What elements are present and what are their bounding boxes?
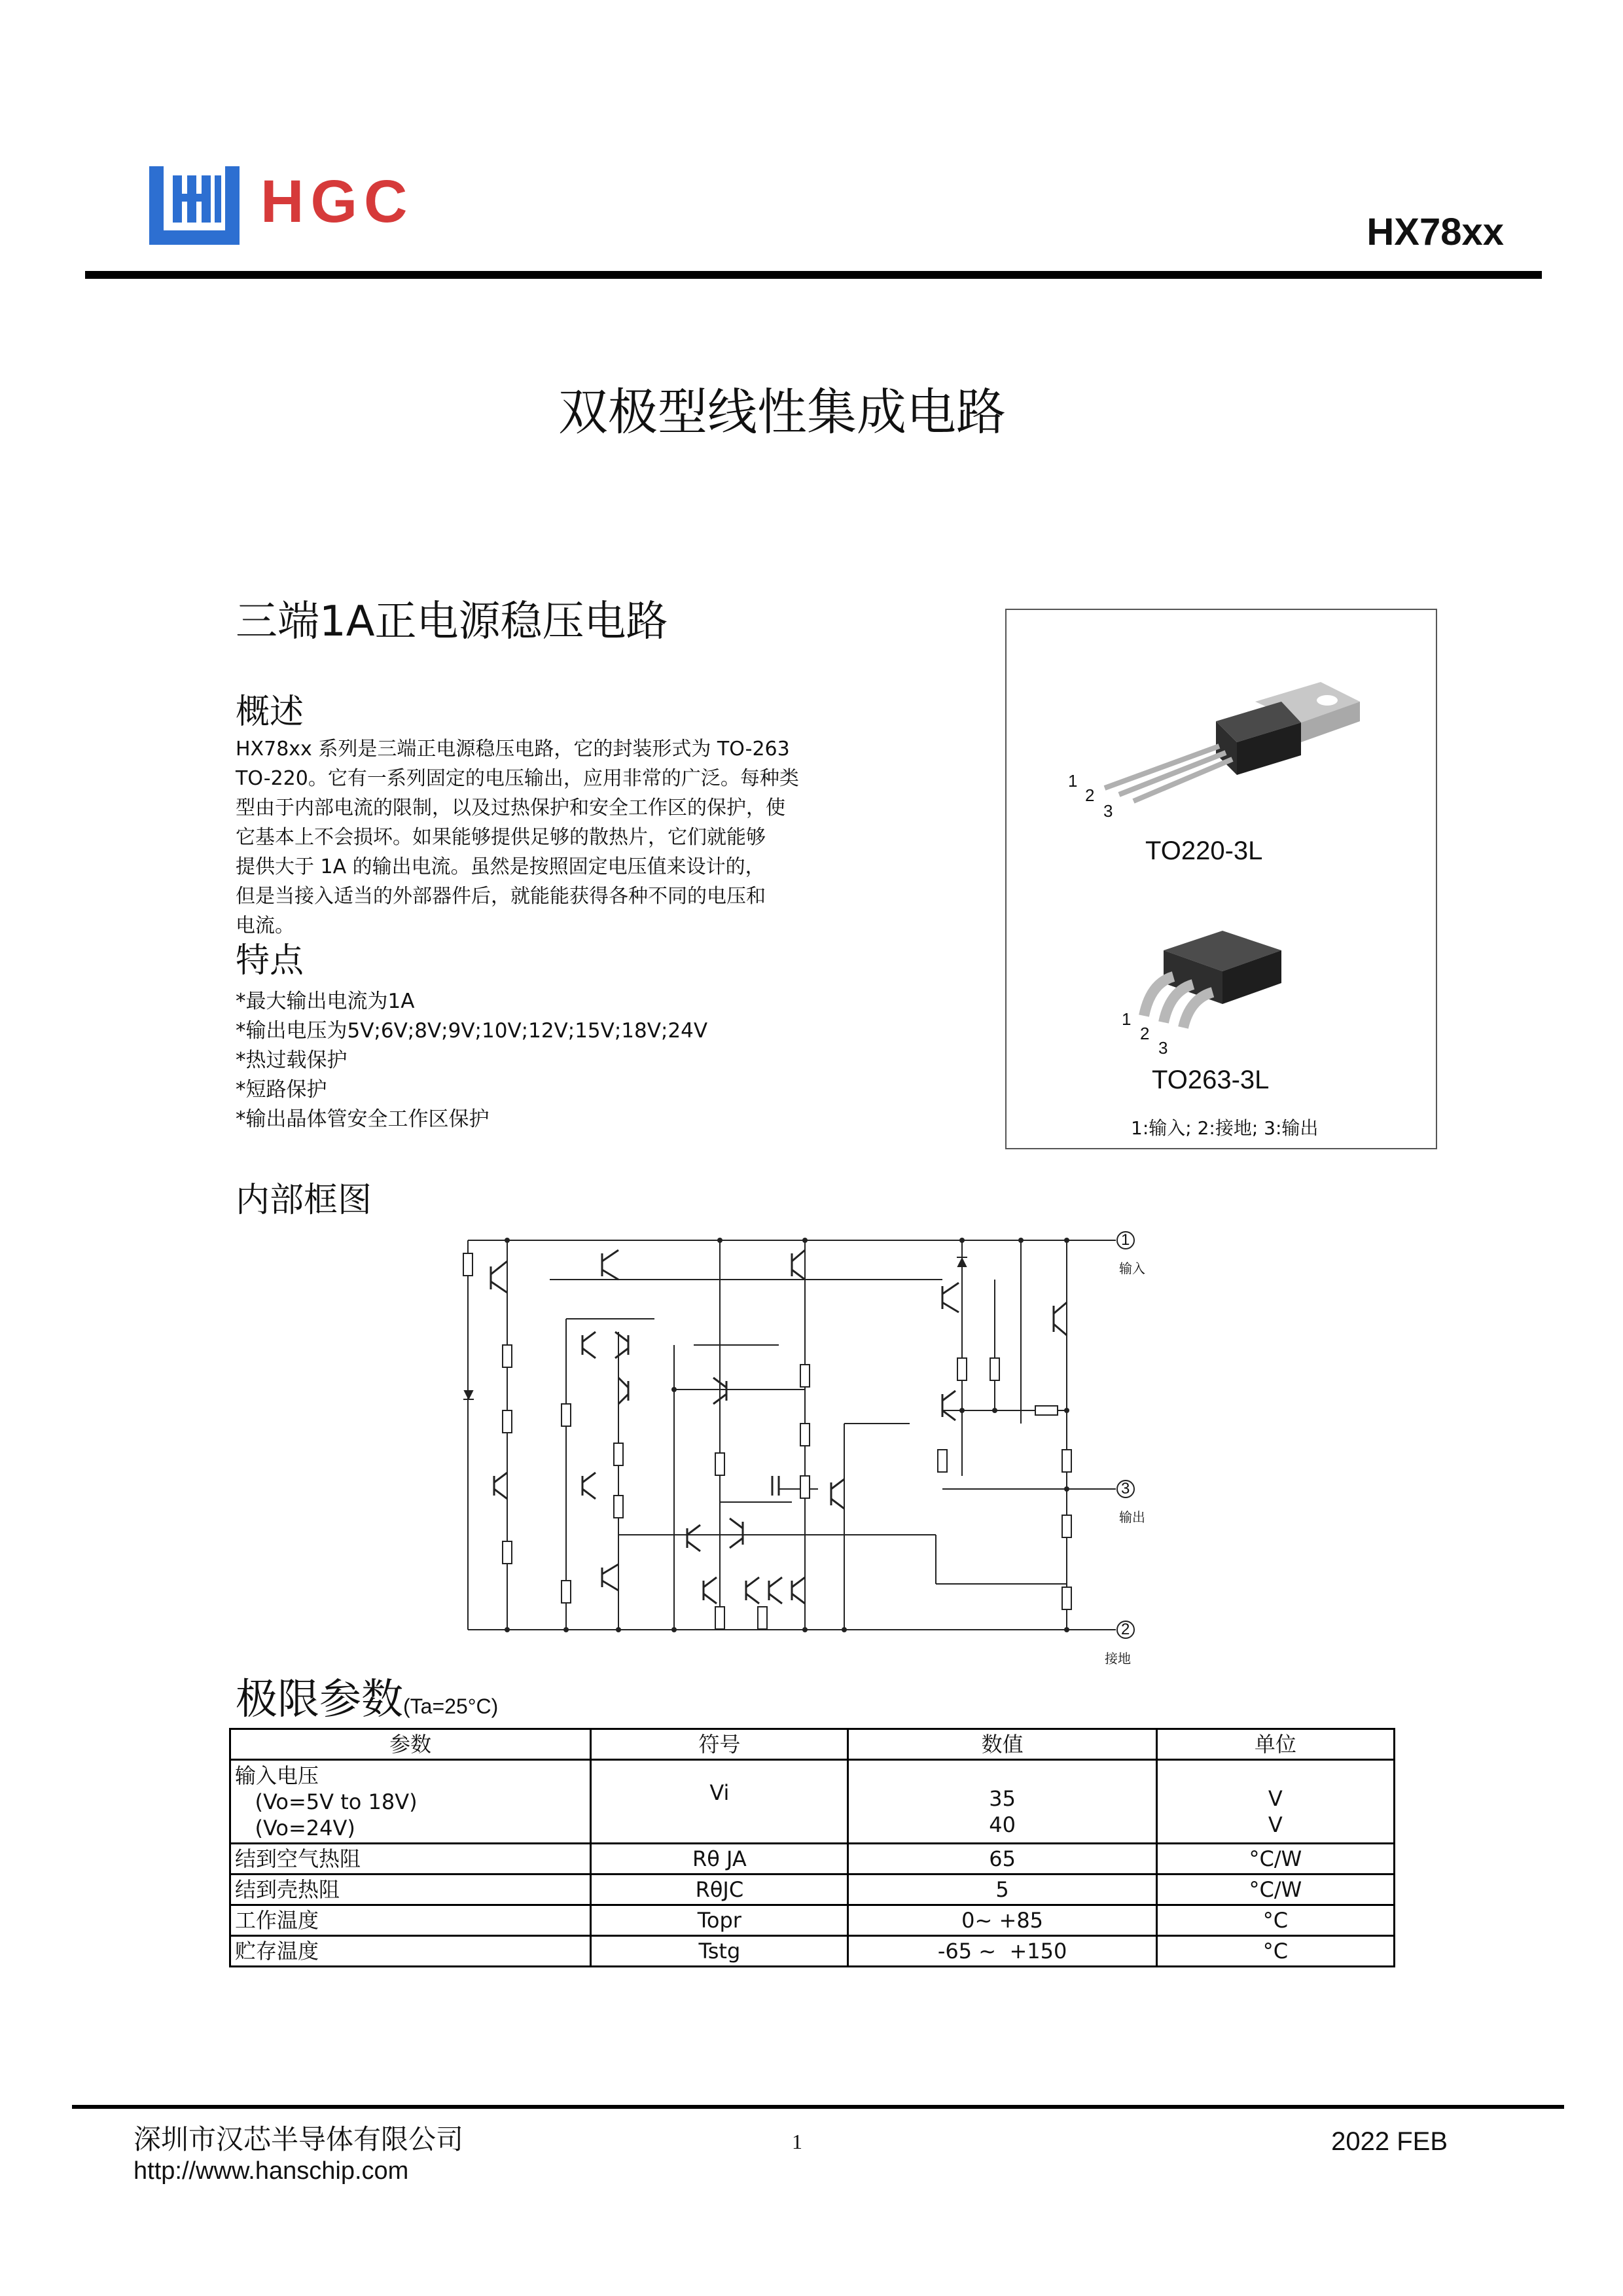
footer-divider	[72, 2105, 1564, 2109]
terminal-3-label: 输出	[1119, 1509, 1145, 1525]
terminal-1-label: 输入	[1119, 1261, 1145, 1276]
symbol-cell: RθJC	[591, 1874, 848, 1905]
overview-line: 型由于内部电流的限制，以及过热保护和安全工作区的保护，使	[236, 797, 785, 819]
param-line: 输入电压	[235, 1763, 319, 1788]
overview-text	[236, 734, 861, 941]
feature-item: *最大输出电流为1A	[236, 990, 415, 1013]
features-list	[236, 987, 707, 1134]
feature-item: *热过载保护	[236, 1049, 348, 1072]
to263-label: TO263-3L	[1152, 1066, 1270, 1094]
feature-item: *输出电压为5V;6V;8V;9V;10V;12V;15V;18V;24V	[236, 1019, 708, 1043]
document-title: 双极型线性集成电路	[558, 383, 1006, 441]
unit-cell: °C	[1156, 1936, 1394, 1967]
param-cell	[230, 1760, 591, 1844]
to220-package-icon	[1085, 675, 1360, 806]
param-line: (Vo=5V to 18V)	[235, 1789, 418, 1814]
to263-pin-2: 2	[1140, 1024, 1150, 1043]
unit-line: V	[1268, 1785, 1283, 1811]
symbol-cell: Topr	[591, 1905, 848, 1936]
value-cell: 0~ +85	[848, 1905, 1156, 1936]
document-date: 2022 FEB	[1331, 2127, 1448, 2156]
overview-line: 它基本上不会损坏。如果能够提供足够的散热片，它们就能够	[236, 826, 766, 849]
logo-text: HGC	[260, 168, 414, 235]
ratings-title: 极限参数	[236, 1676, 403, 1724]
product-subtitle: 三端1A正电源稳压电路	[236, 598, 668, 646]
pin-legend: 1:输入; 2:接地; 3:输出	[1131, 1117, 1319, 1139]
feature-item: *输出晶体管安全工作区保护	[236, 1107, 490, 1131]
to220-label: TO220-3L	[1145, 836, 1263, 865]
to263-pin-1: 1	[1122, 1009, 1132, 1029]
table-row	[230, 1760, 1395, 1844]
overview-heading: 概述	[236, 692, 304, 732]
feature-item: *短路保护	[236, 1078, 327, 1102]
value-line: 40	[989, 1812, 1016, 1837]
overview-line: 但是当接入适当的外部器件后，就能能获得各种不同的电压和	[236, 885, 766, 908]
param-cell: 结到空气热阻	[230, 1844, 591, 1874]
table-row	[230, 1936, 1395, 1967]
value-cell: 5	[848, 1874, 1156, 1905]
header-divider	[85, 271, 1542, 279]
value-cell: 65	[848, 1844, 1156, 1874]
unit-cell: °C/W	[1156, 1874, 1394, 1905]
terminal-2-label: 接地	[1105, 1651, 1131, 1666]
table-row	[230, 1905, 1395, 1936]
param-line: (Vo=24V)	[235, 1815, 355, 1840]
unit-line: V	[1268, 1812, 1283, 1837]
column-header: 参数	[230, 1729, 591, 1760]
column-header: 符号	[591, 1729, 848, 1760]
internal-circuit-diagram	[452, 1214, 1165, 1672]
table-row	[230, 1874, 1395, 1905]
overview-line: 提供大于 1A 的输出电流。虽然是按照固定电压值来设计的，	[236, 855, 765, 878]
table-header-row	[230, 1729, 1395, 1760]
symbol-cell: Vi	[591, 1760, 848, 1844]
value-line: 35	[989, 1785, 1016, 1811]
to263-package-icon	[1124, 924, 1321, 1029]
value-cell: -65 ~ +150	[848, 1936, 1156, 1967]
param-cell: 贮存温度	[230, 1936, 591, 1967]
param-cell: 结到壳热阻	[230, 1874, 591, 1905]
value-cell	[848, 1760, 1156, 1844]
param-cell: 工作温度	[230, 1905, 591, 1936]
unit-cell	[1156, 1760, 1394, 1844]
to220-pin-1: 1	[1068, 771, 1078, 791]
hgc-logo-icon	[149, 166, 240, 245]
overview-line: HX78xx 系列是三端正电源稳压电路，它的封装形式为 TO-263	[236, 738, 790, 761]
company-name: 深圳市汉芯半导体有限公司	[134, 2123, 464, 2155]
terminal-2-number: 2	[1121, 1621, 1130, 1638]
overview-line: 电流。	[236, 914, 294, 937]
ratings-condition: (Ta=25°C)	[403, 1695, 499, 1718]
ratings-heading	[236, 1676, 499, 1724]
overview-line: TO-220。它有一系列固定的电压输出，应用非常的广泛。每种类	[236, 767, 799, 790]
block-diagram-heading: 内部框图	[236, 1181, 372, 1220]
unit-cell: °C/W	[1156, 1844, 1394, 1874]
company-url[interactable]: http://www.hanschip.com	[134, 2157, 409, 2185]
symbol-cell: Tstg	[591, 1936, 848, 1967]
column-header: 单位	[1156, 1729, 1394, 1760]
symbol-cell: Rθ JA	[591, 1844, 848, 1874]
page-number: 1	[792, 2130, 802, 2153]
terminal-3-number: 3	[1121, 1480, 1130, 1498]
unit-cell: °C	[1156, 1905, 1394, 1936]
ratings-table	[229, 1728, 1395, 1967]
to220-pin-2: 2	[1085, 785, 1095, 805]
part-number: HX78xx	[1366, 211, 1504, 253]
features-heading: 特点	[236, 941, 304, 980]
terminal-1-number: 1	[1121, 1231, 1130, 1249]
column-header: 数值	[848, 1729, 1156, 1760]
package-box	[1005, 609, 1437, 1149]
to220-pin-3: 3	[1103, 801, 1113, 821]
table-row	[230, 1844, 1395, 1874]
to263-pin-3: 3	[1158, 1038, 1168, 1058]
